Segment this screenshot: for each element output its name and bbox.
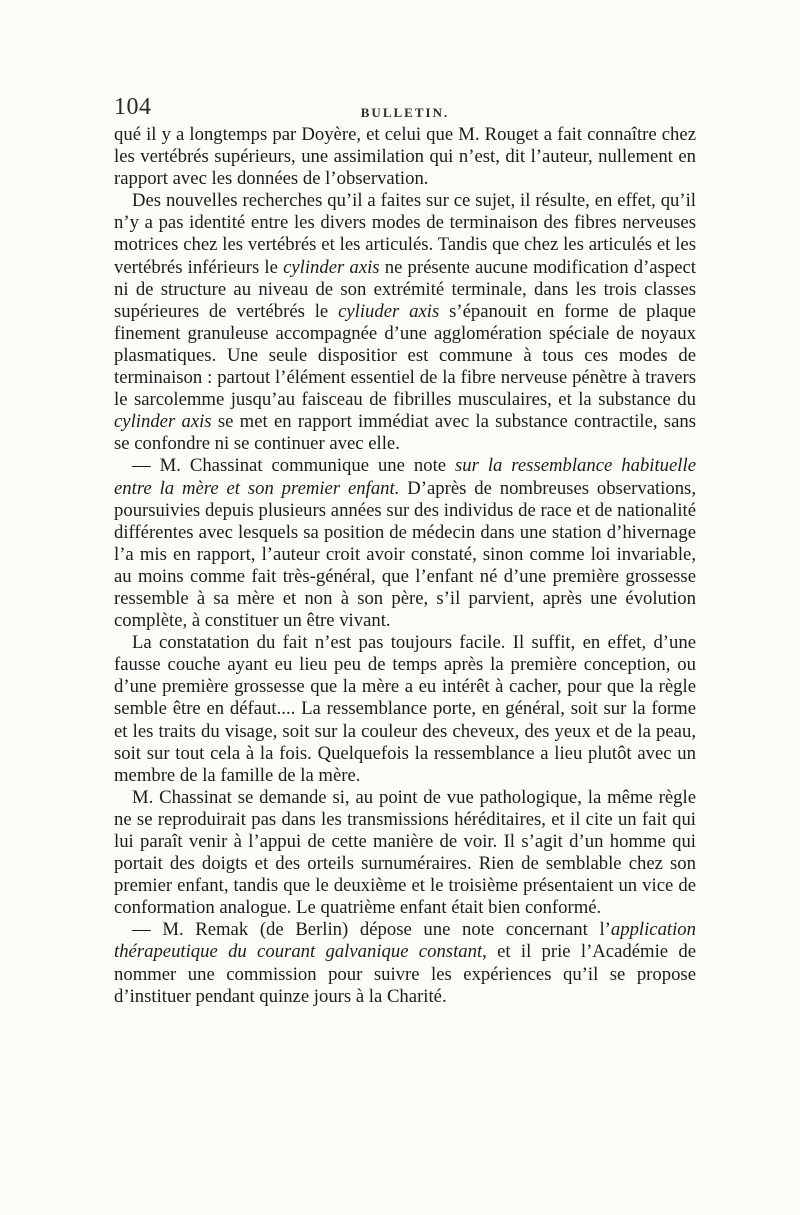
document-page: [114, 94, 696, 1008]
page-header: [114, 94, 696, 124]
text-run: , et il prie l’Académie de nommer une commission pour suivre les expériences qu’il se propose d’instituer pendant quinze jours à la Charité.: [114, 941, 696, 1007]
paragraph: [114, 787, 696, 920]
text-run: Des nouvelles recherches qu’il a faites sur ce sujet, il résulte, en effet, qu’il n’y a pas identité entre les divers modes de terminaison des fibres nerveuses motrices chez les vertébrés et les articulés. Tandis que chez les articulés et les vertébrés inférieurs le: [114, 190, 696, 278]
text-run: — M. Remak (de Berlin) dépose une note concernant l’: [132, 919, 611, 941]
text-run: — M. Chassinat communique une note: [132, 455, 455, 477]
body-text: [114, 124, 696, 1008]
text-run: La constatation du fait n’est pas toujours facile. Il suffit, en effet, d’une fausse couche ayant eu lieu peu de temps après la première conception, ou d’une première grossesse que la mère a eu intérêt à cacher, pour que la règle semble être en défaut.... La ressemblance porte, en général, soit sur la forme et les traits du visage, soit sur la couleur des cheveux, des yeux et de la peau, soit sur tout cela à la fois. Quelquefois la ressemblance a lieu plutôt avec un membre de la famille de la mère.: [114, 632, 696, 786]
paragraph: [114, 190, 696, 455]
italic-text: cylinder axis: [283, 256, 380, 278]
text-run: D’après de nombreuses observations, poursuivies depuis plusieurs années sur des individus de race et de nationalité différentes avec lesquels sa position de médecin dans une station d’hivernage l’a mis en rapport, l’auteur croit avoir constaté, sinon comme loi invariable, au moins comme fait très-général, que l’enfant né d’une première grossesse ressemble à sa mère et non à son père, s’il parvient, après une évolution complète, à constituer un être vivant.: [114, 477, 697, 632]
italic-text: cylinder axis: [114, 411, 212, 433]
text-run: se met en rapport immédiat avec la substance contractile, sans se confondre ni se continuer avec elle.: [114, 411, 696, 455]
paragraph: [114, 919, 696, 1007]
italic-text: application thérapeutique du courant galvanique constant: [114, 919, 696, 963]
paragraph: [114, 124, 696, 190]
paragraph: [114, 455, 696, 632]
paragraph: [114, 632, 696, 787]
italic-text: cyliuder axis: [338, 300, 440, 322]
text-run: M. Chassinat se demande si, au point de vue pathologique, la même règle ne se reproduirait pas dans les transmissions héréditaires, et il cite un fait qui lui paraît venir à l’appui de cette manière de voir. Il s’agit d’un homme qui portait des doigts et des orteils surnuméraires. Rien de semblable chez son premier enfant, tandis que le deuxième et le troisième présentaient un vice de conformation analogue. Le quatrième enfant était bien conformé.: [114, 786, 696, 919]
italic-text: sur la ressemblance habituelle entre la mère et son premier enfant.: [114, 455, 696, 499]
page-number: 104: [114, 94, 152, 120]
running-head: BULLETIN.: [360, 105, 450, 120]
text-run: s’épanouit en forme de plaque finement granuleuse accompagnée d’une agglomération spéciale de noyaux plasmatiques. Une seule dispositior est commune à tous ces modes de terminaison : partout l’élément essentiel de la fibre nerveuse pénètre à travers le sarcolemme jusqu’au faisceau de fibrilles musculaires, et la substance du: [114, 300, 696, 411]
text-run: ne présente aucune modification d’aspect ni de structure au niveau de son extrémité terminale, dans les trois classes supérieures de vertébrés le: [114, 256, 696, 322]
text-run: qué il y a longtemps par Doyère, et celui que M. Rouget a fait connaître chez les vertébrés supérieurs, une assimilation qui n’est, dit l’auteur, nullement en rapport avec les données de l’observation.: [114, 124, 696, 190]
